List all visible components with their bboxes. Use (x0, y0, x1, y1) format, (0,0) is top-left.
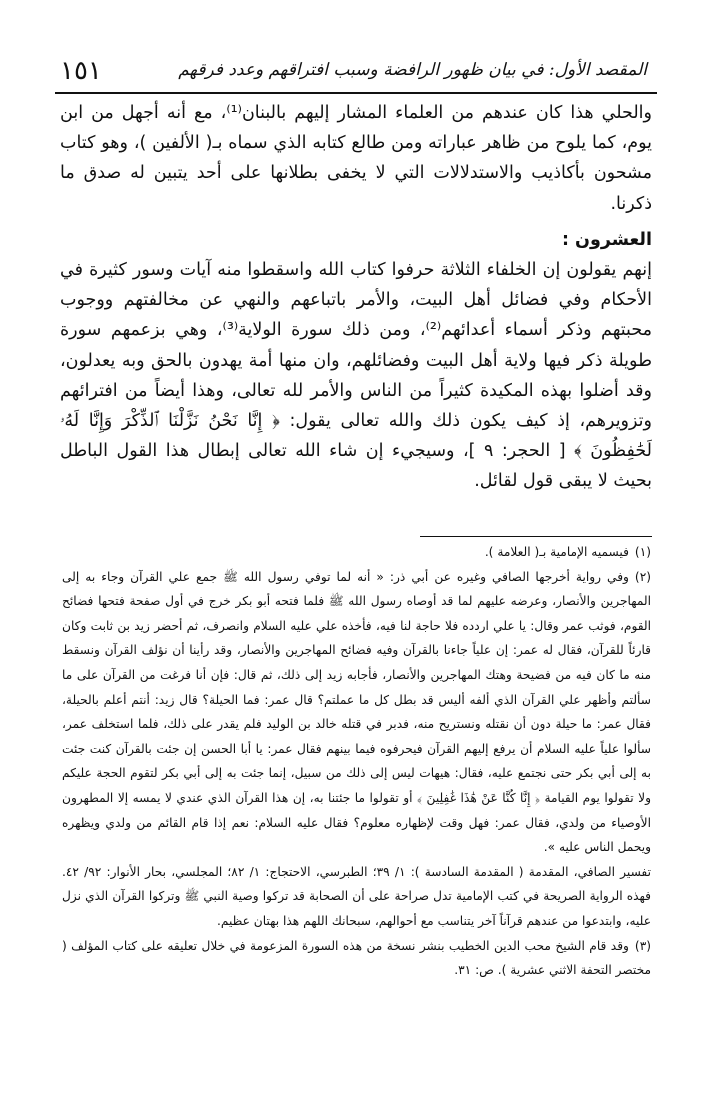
footnote-2 (62, 565, 651, 860)
footnotes (62, 540, 651, 983)
footnote-text: وفي رواية أخرجها الصافي وغيره عن أبي ذر: « أنه لما توفي رسول الله ﷺ جمع علي القرآن وجاء به إلى المهاجرين والأنصار، وعرضه عليهم لما قد أوصاه رسول الله ﷺ فلما فتحه أبو بكر خرج في أول صفحة فتحها فضائح القوم، فوثب عمر وقال: يا علي اردده فلا حاجة لنا فيه، فأخذه علي عليه السلام وانصرف، ثم أحضر زيد بن ثابت وكان قارئاً للقرآن، فقال له عمر: إن علياً جاءنا بالقرآن وفيه فضائح المهاجرين والأنصار، وقد رأينا أن نؤلف القرآن ونسقط منه ما كان فيه من فضيحة وهتك المهاجرين والأنصار، فأجابه زيد إلى ذلك، ثم قال: فإن أنا فرغت من القرآن على ما سألتم وأظهر علي القرآن الذي ألفه أليس قد بطل كل ما عملتم؟ قال عمر: فما الحيلة؟ قال زيد: أنتم أعلم بالحيلة، فقال عمر: ما حيلة دون أن نقتله ونستريح منه، فدبر في قتله خالد بن الوليد فلم يقدر على ذلك، فلما استخلف عمر، سألوا علياً عليه السلام أن يرفع إليهم القرآن فيحرفوه فيما بينهم فقال عمر: يا أبا الحسن إن جئت بالقرآن كنت جئت به إلى أبي بكر حتى نجتمع عليه، فقال: هيهات ليس إلى ذلك من سبيل، إنما جئت به إلى أبي بكر لتقوم الحجة عليكم ولا تقولوا يوم القيامة ﴿ إِنَّا كُنَّا عَنْ هَٰذَا غَٰفِلِينَ ﴾ أو تقولوا ما جئتنا به، إن هذا القرآن الذي عندي لا يمسه إلا المطهرون الأوصياء من ولدي، فقال عمر: فهل وقت لإظهاره معلوم؟ فقال عليه السلام: نعم إذا قام القائم من ولدي ويظهره ويحمل الناس عليه ». (62, 569, 651, 855)
footnote-number: (٢) (634, 569, 651, 584)
footnote-number: (١) (634, 545, 651, 559)
footnote-rule (420, 536, 652, 537)
main-text (60, 98, 652, 497)
page-number: ١٥١ (60, 56, 102, 86)
running-title: المقصد الأول: في بيان ظهور الرافضة وسبب افتراقهم وعدد فرقهم (178, 60, 647, 80)
section-heading: العشرون : (561, 229, 652, 250)
footnote-text: تفسير الصافي، المقدمة ( المقدمة السادسة ): ١/ ٣٩؛ الطبرسي، الاحتجاج: ١/ ٨٢؛ المجلسي، بحار الأنوار: ٩٢/ ٤٢. فهذه الرواية الصريحة في كتب الإمامية تدل صراحة على أن الصحابة قد تركوا وصية النبي ﷺ وتركوا القرآن الذي نزل عليه، وابتدعوا من عندهم قرآناً آخر يتناسب مع أحوالهم، سبحانك اللهم هذا بهتان عظيم. (62, 864, 651, 928)
paragraph-2: إنهم يقولون إن الخلفاء الثلاثة حرفوا كتاب الله واسقطوا منه آيات وسور كثيرة في الأحكام وفي فضائل أهل البيت، والأمر باتباعهم والنهي عن مخالفتهم ووجوب محبتهم وذكر أسماء أعدائهم⁽²⁾، ومن ذلك سورة الولاية⁽³⁾، وهي بزعمهم سورة طويلة ذكر فيها ولاية أهل البيت وفضائلهم، وان منها أمة يهدون بالحق وبه يعدلون، وقد أضلوا بهذه المكيدة كثيراً من الناس والأمر لله تعالى، وهذا أيضاً من افترائهم وتزويرهم، إذ كيف يكون ذلك والله تعالى يقول: ﴿ إِنَّا نَحْنُ نَزَّلْنَا ٱلذِّكْرَ وَإِنَّا لَهُۥ لَحَٰفِظُونَ ﴾ [ الحجر: ٩ ]، وسيجيء إن شاء الله تعالى إبطال هذا القول الباطل بحيث لا يبقى قول لقائل. (60, 260, 653, 492)
footnote-2-sources (62, 860, 651, 934)
footnote-text: فيسميه الإمامية بـ( العلامة ). (484, 545, 629, 559)
footnote-3 (62, 934, 651, 983)
footnote-1 (62, 540, 651, 565)
header-rule (55, 92, 657, 94)
footnote-number: (٣) (634, 938, 651, 953)
paragraph-1: والحلي هذا كان عندهم من العلماء المشار إليهم بالبنان⁽¹⁾، مع أنه أجهل من ابن يوم، كما يلوح من ظاهر عباراته ومن طالع كتابه الذي سماه بـ( الألفين )، وهو كتاب مشحون بأكاذيب والاستدلالات التي لا يخفى بطلانها على أحد يتبين له صدق ما ذكرنا. (60, 103, 652, 214)
footnote-text: وقد قام الشيخ محب الدين الخطيب بنشر نسخة من هذه السورة المزعومة في خلال تعليقه على كتاب المؤلف ( مختصر التحفة الاثني عشرية ). ص: ٣١. (62, 938, 651, 978)
page-header (60, 52, 647, 94)
